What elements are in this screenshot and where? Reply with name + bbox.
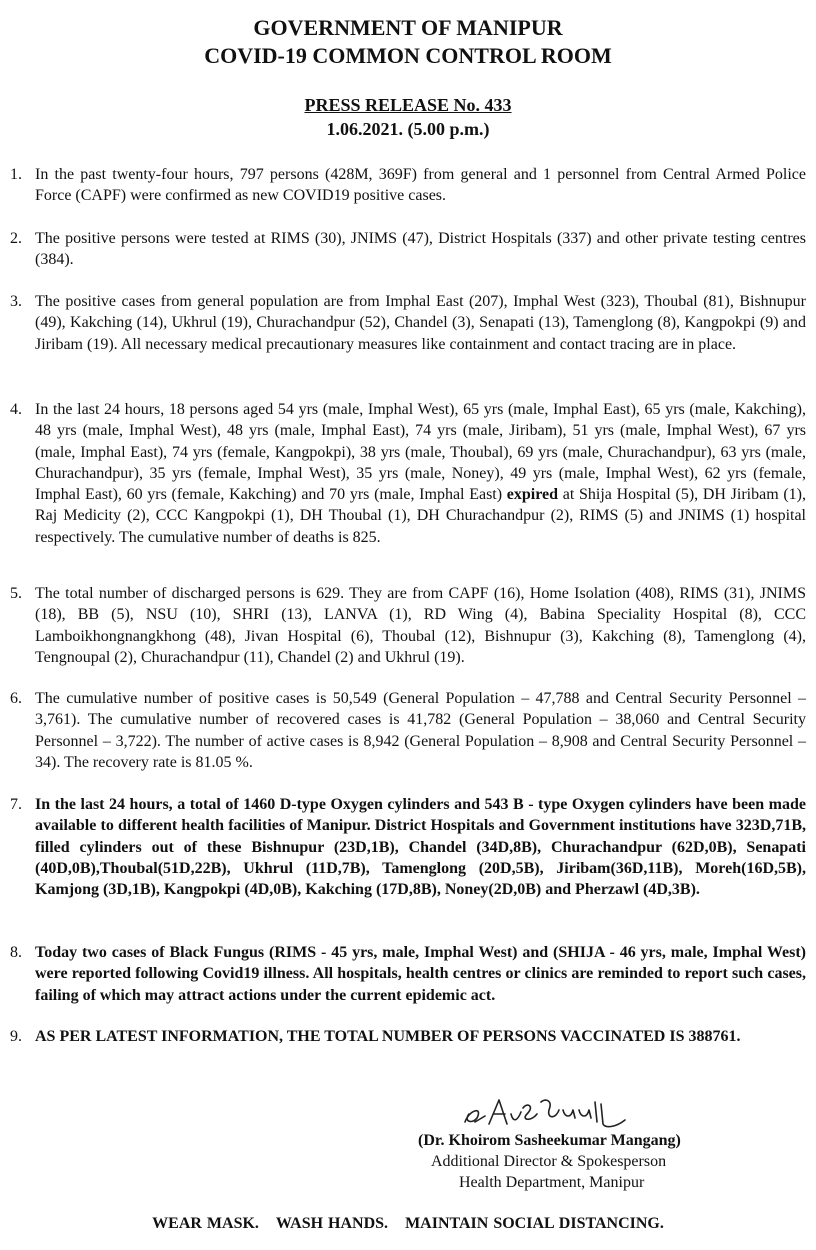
item-number: 6. bbox=[10, 690, 22, 707]
item-number: 4. bbox=[10, 401, 22, 418]
list-item-3 bbox=[10, 291, 806, 355]
item-text: The positive persons were tested at RIMS (30), JNIMS (47), District Hospitals (337) and other private testing centres (384). bbox=[35, 230, 806, 269]
item-number: 3. bbox=[10, 293, 22, 310]
item-text: In the last 24 hours, a total of 1460 D-type Oxygen cylinders and 543 B - type Oxygen cylinders have been made available to different health facilities of Manipur. District Hospitals and Government institutions have 323D,71B, filled cylinders out of these Bishnupur (23D,1B), Chandel (34D,8B), Churachandpur (62D,0B), Senapati (40D,0B),Thoubal(51D,22B), Ukhrul (11D,7B), Tamenglong (20D,5B), Jiribam(36D,11B), Moreh(16D,5B), Kamjong (3D,1B), Kangpokpi (4D,0B), Kakching (17D,8B), Noney(2D,0B) and Pherzawl (4D,3B). bbox=[35, 796, 806, 899]
footer-social-distancing: MAINTAIN SOCIAL DISTANCING. bbox=[405, 1215, 664, 1232]
footer-wear-mask: WEAR MASK. bbox=[152, 1215, 259, 1232]
item-text bbox=[35, 399, 806, 548]
header-government: GOVERNMENT OF MANIPUR bbox=[253, 15, 563, 40]
item-text-part-a: In the last 24 hours, 18 persons aged 54 yrs (male, Imphal West), 65 yrs (male, Imphal East), 65 yrs (male, Kakching), 48 yrs (male, Imphal West), 48 yrs (male, Imphal East), 74 yrs (male, Jiribam), 51 yrs (male, Imphal West), 67 yrs (male, Imphal East), 74 yrs (female, Kangpokpi), 38 yrs (male, Thoubal), 69 yrs (male, Churachandpur), 63 yrs (male, Churachandpur), 35 yrs (female, Imphal West), 35 yrs (male, Noney), 49 yrs (male, Imphal West), 62 yrs (female, Imphal East), 60 yrs (female, Kakching) and 70 yrs (male, Imphal East) bbox=[35, 401, 806, 504]
header-control-room: COVID-19 COMMON CONTROL ROOM bbox=[204, 43, 612, 68]
item-text: In the past twenty-four hours, 797 persons (428M, 369F) from general and 1 personnel from Central Armed Police Force (CAPF) were confirmed as new COVID19 positive cases. bbox=[35, 166, 806, 205]
press-release-date: 1.06.2021. (5.00 p.m.) bbox=[326, 119, 490, 139]
press-release-number: PRESS RELEASE No. 433 bbox=[304, 95, 512, 115]
list-item-6 bbox=[10, 688, 806, 773]
list-item-2 bbox=[10, 228, 806, 271]
signatory-designation: Additional Director & Spokesperson bbox=[431, 1153, 667, 1170]
item-text-expired: expired bbox=[506, 486, 559, 504]
item-number: 9. bbox=[10, 1028, 22, 1045]
item-number: 2. bbox=[10, 230, 22, 247]
list-item-7 bbox=[10, 794, 806, 900]
list-item-9 bbox=[10, 1026, 806, 1047]
item-number: 5. bbox=[10, 585, 22, 602]
signatory-department: Health Department, Manipur bbox=[459, 1174, 645, 1191]
list-item-4 bbox=[10, 399, 806, 548]
list-item-5 bbox=[10, 583, 806, 668]
list-item-1 bbox=[10, 164, 806, 207]
list-item-8 bbox=[10, 942, 806, 1006]
item-text: Today two cases of Black Fungus (RIMS - 45 yrs, male, Imphal West) and (SHIJA - 46 yrs, male, Imphal West) were reported following Covid19 illness. All hospitals, health centres or clinics are reminded to report such cases, failing of which may attract actions under the current epidemic act. bbox=[35, 944, 806, 1004]
item-number: 7. bbox=[10, 796, 22, 813]
footer-wash-hands: WASH HANDS. bbox=[275, 1215, 389, 1232]
item-text: The total number of discharged persons is 629. They are from CAPF (16), Home Isolation (408), RIMS (31), JNIMS (18), BB (5), NSU (10), SHRI (13), LANVA (1), RD Wing (4), Babina Speciality Hospital (8), CCC Lamboikhongnangkhong (48), Jivan Hospital (6), Thoubal (12), Bishnupur (3), Kakching (8), Tamenglong (4), Tengnoupal (2), Churachandpur (11), Chandel (2) and Ukhrul (19). bbox=[35, 585, 806, 666]
signatory-name: (Dr. Khoirom Sasheekumar Mangang) bbox=[418, 1132, 681, 1149]
handwritten-signature bbox=[455, 1092, 655, 1132]
footer-message bbox=[0, 1213, 816, 1234]
item-text: AS PER LATEST INFORMATION, THE TOTAL NUMBER OF PERSONS VACCINATED IS 388761. bbox=[35, 1028, 741, 1045]
item-text-part-b: at Shija Hospital (5), DH Jiribam (1), Raj Medicity (2), CCC Kangpokpi (1), DH Thoubal (1), DH Churachandpur (2), RIMS (5) and JNIMS (1) hospital respectively. The cumulative number of deaths is 825. bbox=[35, 486, 807, 546]
item-number: 1. bbox=[10, 166, 22, 183]
item-number: 8. bbox=[10, 944, 22, 961]
item-text: The positive cases from general population are from Imphal East (207), Imphal West (323), Thoubal (81), Bishnupur (49), Kakching (14), Ukhrul (19), Churachandpur (52), Chandel (3), Senapati (13), Tamenglong (8), Kangpokpi (9) and Jiribam (19). All necessary medical precautionary measures like containment and contact tracing are in place. bbox=[35, 293, 806, 353]
item-text: The cumulative number of positive cases is 50,549 (General Population – 47,788 and Central Security Personnel – 3,761). The cumulative number of recovered cases is 41,782 (General Population – 38,060 and Central Security Personnel – 3,722). The number of active cases is 8,942 (General Population – 8,908 and Central Security Personnel – 34). The recovery rate is 81.05 %. bbox=[35, 690, 806, 771]
